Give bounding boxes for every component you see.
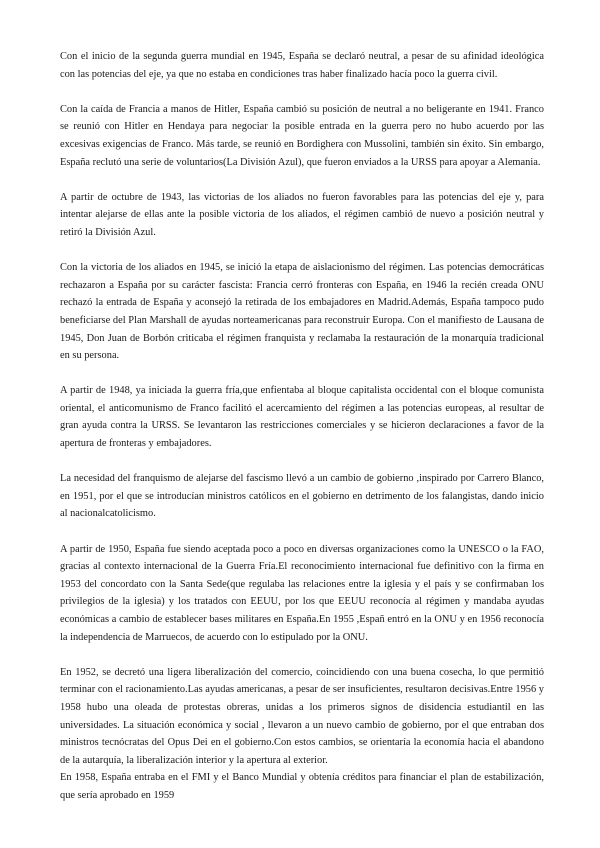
paragraph-return-to-neutrality: A partir de octubre de 1943, las victorias de los aliados no fueron favorables para las potencias del eje y, para intentar alejarse de ellas ante la posible victoria de los aliados, el régimen cambió de nuevo a posición neutral y retiró la División Azul. — [60, 191, 544, 238]
paragraph-cold-war: A partir de 1948, ya iniciada la guerra fría,que enfientaba al bloque capitalista occidental con el bloque comunista oriental, el anticomunismo de Franco facilitó el acercamiento del régimen a las potencias europeas, al resultar de gran ayuda contra la URSS. Se levantaron las restricciones comerciales y se hicieron declaraciones a favor de la apertura de fronteras y embajadores. — [60, 385, 544, 450]
paragraph-nacionalcatolicismo: La necesidad del franquismo de alejarse del fascismo llevó a un cambio de gobierno ,inspirado por Carrero Blanco, en 1951, por el que se introducían ministros católicos en el gobierno en detrimento de los falangistas, dando inicio al nacionalcatolicismo. — [60, 473, 544, 520]
document-page — [60, 48, 544, 822]
paragraph-liberalization: En 1952, se decretó una ligera liberalización del comercio, coincidiendo con una buena cosecha, lo que permitió terminar con el racionamiento.Las ayudas americanas, a pesar de ser insuficientes, resultaron decisivas.Entre 1956 y 1958 hubo una oleada de protestas obreras, unidas a los primeros signos de disidencia estudiantil en las universidades. La situación económica y social , llevaron a un nuevo cambio de gobierno, por el que entraban dos ministros tecnócratas del Opus Dei en el gobierno.Con estos cambios, se orientaría la economía hacia el abandono de la autarquía, la liberalización interior y la apertura al exterior. — [60, 666, 544, 766]
paragraph-stabilization: En 1958, España entraba en el FMI y el Banco Mundial y obtenía créditos para financiar el plan de estabilización, que sería aprobado en 1959 — [60, 772, 544, 801]
paragraph-international-recognition: A partir de 1950, España fue siendo aceptada poco a poco en diversas organizaciones como la UNESCO o la FAO, gracias al contexto internacional de la Guerra Fría.El reconocimiento internacional fue definitivo con la firma en 1953 del concordato con la Santa Sede(que regulaba las relaciones entre la iglesia y el país y se confirmaban los privilegios de la iglesia) y los tratados con EEUU, por los que EEUU reconocía al régimen y mandaba ayudas económicas a cambio de establecer bases militares en España.En 1955 ,Españ entró en la ONU y en 1956 reconocía la independencia de Marruecos, de acuerdo con lo estipulado por la ONU. — [60, 543, 544, 643]
paragraph-isolationism: Con la victoria de los aliados en 1945, se inició la etapa de aislacionismo del régimen. Las potencias democráticas rechazaron a España por su carácter fascista: Francia cerró fronteras con España, en 1946 la recién creada ONU rechazó la entrada de España y aconsejó la retirada de los embajadores en Madrid.Además, España tampoco pudo beneficiarse del Plan Marshall de ayudas norteamericanas para reconstruir Europa. Con el manifiesto de Lausana de 1945, Don Juan de Borbón criticaba el régimen franquista y reclamaba la restauración de la monarquía tradicional en su persona. — [60, 262, 544, 362]
paragraph-neutrality: Con el inicio de la segunda guerra mundial en 1945, España se declaró neutral, a pesar de su afinidad ideológica con las potencias del eje, ya que no estaba en condiciones tras haber finalizado hacía poco la guerra civil. — [60, 51, 544, 80]
paragraph-non-belligerence: Con la caída de Francia a manos de Hitler, España cambió su posición de neutral a no beligerante en 1941. Franco se reunió con Hitler en Hendaya para negociar la posible entrada en la guerra pero no hubo acuerdo por las excesivas exigencias de Franco. Más tarde, se reunió en Bordighera con Mussolini, también sin éxito. Sin embargo, España reclutó una serie de voluntarios(La División Azul), que fueron enviados a la URSS para apoyar a Alemania. — [60, 103, 544, 168]
